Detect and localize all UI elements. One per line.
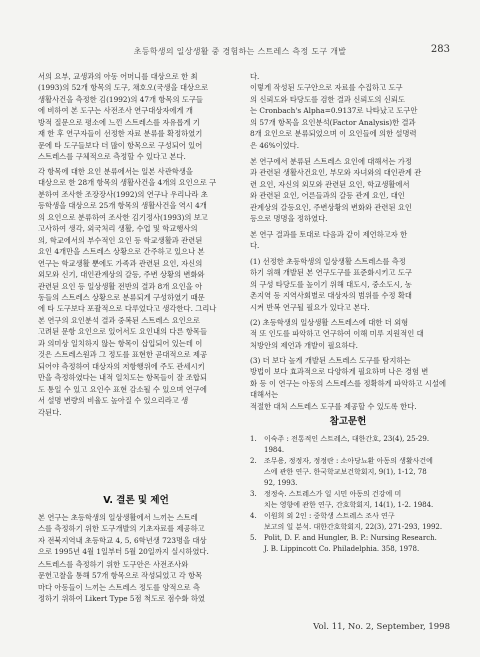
reference-item: 3. 정정숙. 스트레스가 일 시민 아동의 건강에 미 치는 영향에 관한 연구, 간호학회지, 14(1), 1-2. 1984. [250,490,434,509]
suggestion-item-1: (1) 선정한 초등학생의 일상생활 스트레스를 측정 하기 위해 개발된 본 연구도구를 표준화시키고 도구 의 구성 타당도를 높이기 위해 대도시, 중소도시, 농 촌지역 등 지역사회별로 대상자의 범위를 수정 확대 시켜 반복 연구될 필요가 있다고 본다. [250,257,412,312]
suggestion-item-2: (2) 초등학생의 일상생활 스트레스에 대한 더 외형 적 또 인도를 파악하고 연구하여 이해 미루 지원적인 대 처방안의 제언과 개발이 필요하다. [250,318,424,350]
running-head-title: 초등학생의 일상생활 중 경험하는 스트레스 측정 도구 개발 [133,47,347,56]
paragraph-reliability-results: 다. 이렇게 작성된 도구안으로 자료를 수집하고 도구 의 신뢰도와 타당도를 검한 결과 신뢰도의 신뢰도 는 Cronbach's Alpha=0.9137로 나타났고 도구안 의 57개 항목을 요인분석(Factor Analysis)한 결과 8개 요인으로 분류되었으며 이 요인들에 의한 설명력 은 46%이었다. [250,72,418,150]
reference-item: 2. 조무용, 정정자, 정정란 : 소아당뇨환 아동의 생활사건에 스에 관한 연구. 한국학교보건학회지, 9(1), 1-12, 78 92, 1993. [250,457,433,487]
section-heading-references: 참고문헌 [329,416,367,427]
paragraph-factor-classification: 각 항목에 대한 요인 분류에서는 일본 사관학생을 대상으로 한 28개 항목의 생활사건을 4개의 요인으로 구 분하여 조사한 조장장사(1992)의 연구나 우리나라 초 등학생을 대상으로 25개 항목의 생활사건을 역시 4개 의 요인으로 분류하여 조사한 김기정사(1993)의 보고 고사하여 생각, 외국처리 생활, 수업 및 학교행사의 의, 학교에서의 부수적인 요인 등 학교생활과 관련된 요인 4개만을 스트레스 상황으로 간주하고 있으나 본 연구는 학교생활 뿐에도 가족과 관련된 요인, 자신의 외모와 신기, 대인관계상의 갈등, 주변 상황의 변화와 관련된 요인 등 일상생활 전반의 결과 8개 요인을 아 동들의 스트레스 상황으로 분류되게 구성하였기 때문 에 타 도구보다 포괄적으로 다루었다고 생각한다. 그리나 본 연구의 요인분석 결과 중복된 스트레스 요인으로 고려된 문항 요인으로 있어서도 요인내의 다른 항목들 과 의미상 일치하지 않는 항목이 삽입되어 있는데 이 것은 스트레스원과 그 정도를 표현한 곧대적으로 제공 되어야 측정하여 대상자의 저항행위에 주도 관세시키 만을 측정하였다는 내적 일치도는 항목들이 잘 조합되 도 통일 수 있고 요인수 표현 감소될 수 있으며 연구에 서 설명 변량의 비율도 높아질 수 있으리라고 생 각된다. [38,167,217,417]
suggestion-item-3: (3) 더 보다 높게 개발된 스트레스 도구를 탐지하는 방법이 보다 효과적으로 다양하게 필요하며 나은 경험 변 화 등 이 연구는 아동의 스트레스를 정확하게 파악하고 시설에 대해서는 적절한 대처 스트레스 도구를 제공할 수 있도록 한다. [250,356,446,411]
left-column [38,71,234,605]
journal-issue-footer: Vol. 11, No. 2, September, 1998 [313,622,450,632]
right-column [250,71,446,555]
paragraph-suggestions-intro: 본 연구 결과를 토대로 다음과 같이 제언하고자 한 다. [250,230,408,251]
paragraph-instrument-comparison: 서의 요부, 교생과의 아동 어머니를 대상으로 한 최 (1993)의 52개 항목의 도구, 채호오(국생을 대상으로 생활사건을 측정한 김(1992)의 47개 항목의 도구들 에 비하여 본 도구는 사전조사 연구대상자에게 개 방적 질문으로 평소에 느낀 스트레스를 자유롭게 기 재 한 후 연구자들이 선정한 자료 분류를 확정하였기 문에 타 도구들보다 더 많이 항목으로 구성되어 있어 스트레스를 구체적으로 측정할 수 있다고 본다. [38,72,209,162]
paragraph-factor-naming: 본 연구에서 분류된 스트레스 요인에 대해서는 가정 과 관련된 생활사건요인, 부모와 자녀와의 대인관계 관 련 요인, 자신의 외모와 관련된 요인, 학교생활에서 와 관련된 요인, 어른들과의 갈등 관계 요인, 대인 관계상의 갈등요인, 주변상황의 변화와 관련된 요인 등으로 명명을 정하였다. [250,157,422,224]
paragraph-measurement-method: 스트레스를 측정하기 위한 도구안은 사전조사와 문헌고찰을 통해 57개 항목으로 작성되었고 각 항목 마다 아동들이 느끼는 스트레스 정도를 양적으로 측 정하기 위하여 Likert Type 5점 척도로 점수화 하였 [38,560,205,604]
paragraph-study-overview: 본 연구는 초등학생의 일상생활에서 느끼는 스트레 스를 측정하기 위한 도구개발의 기초자료를 제공하고 자 전북지역내 초등학교 4, 5, 6학년생 723명을 대상 으로 1995년 4월 1일부터 5월 20일까지 실시하였다. [38,513,209,557]
reference-item: 1. 이숙주 : 전통적인 스트레스, 대한간호, 23(4), 25-29. 1984. [250,435,430,454]
page-number: 283 [430,44,450,55]
reference-list [250,434,446,555]
reference-item: 5. Polit, D. F. and Hungler, B. P.: Nursing Research. J. B. Lippincott Co. Philadelphia. 358, 1978. [250,534,437,553]
section-heading-conclusion: V. 결론 및 제언 [103,495,169,506]
reference-item: 4. 이원희 외 2인 : 중학생 스트레스 조사 연구 보고의 일 분석. 대한간호학회지, 22(3), 271-293, 1992. [250,512,443,531]
